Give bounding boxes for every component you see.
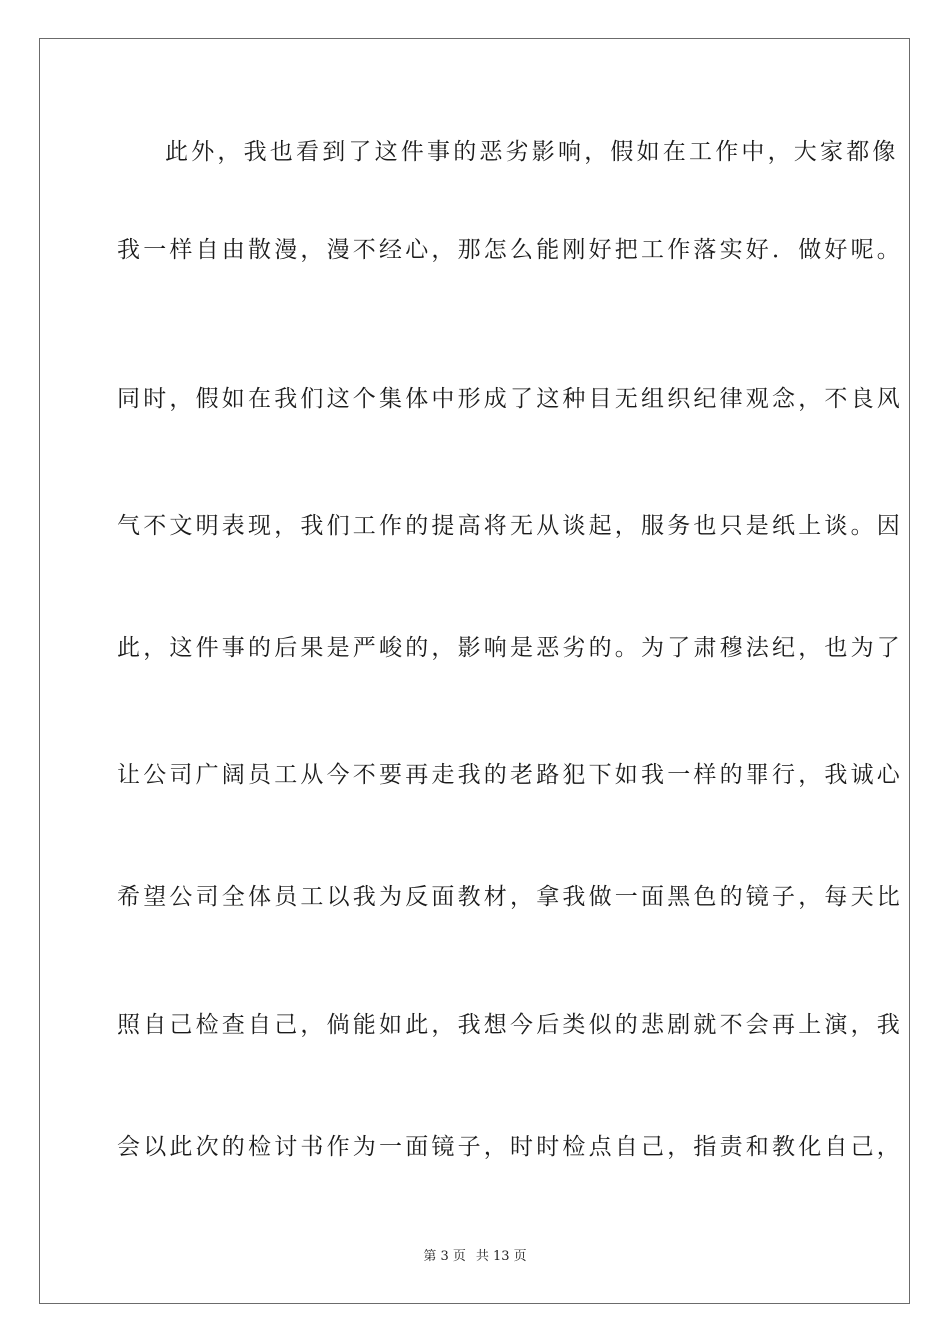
- page-number: 第 3 页: [423, 1249, 466, 1264]
- paragraph-line-1: 此外，我也看到了这件事的恶劣影响，假如在工作中，大家都像: [165, 139, 899, 165]
- paragraph-line-7: 希望公司全体员工以我为反面教材，拿我做一面黑色的镜子，每天比: [117, 884, 903, 910]
- paragraph-line-3: 同时，假如在我们这个集体中形成了这种目无组织纪律观念，不良风: [117, 386, 903, 412]
- paragraph-line-8: 照自己检查自己，倘能如此，我想今后类似的悲剧就不会再上演，我: [117, 1012, 903, 1038]
- page-footer: [0, 1248, 950, 1266]
- paragraph-line-6: 让公司广阔员工从今不要再走我的老路犯下如我一样的罪行，我诚心: [117, 762, 903, 788]
- paragraph-line-5: 此，这件事的后果是严峻的，影响是恶劣的。为了肃穆法纪，也为了: [117, 635, 903, 661]
- paragraph-line-4: 气不文明表现，我们工作的提高将无从谈起，服务也只是纸上谈。因: [117, 513, 903, 539]
- page-border: [39, 38, 910, 1304]
- paragraph-line-9: 会以此次的检讨书作为一面镜子，时时检点自己，指责和教化自己，: [117, 1134, 903, 1160]
- total-pages: 共 13 页: [475, 1249, 527, 1264]
- paragraph-line-2: 我一样自由散漫，漫不经心，那怎么能刚好把工作落实好．做好呢。: [117, 237, 903, 263]
